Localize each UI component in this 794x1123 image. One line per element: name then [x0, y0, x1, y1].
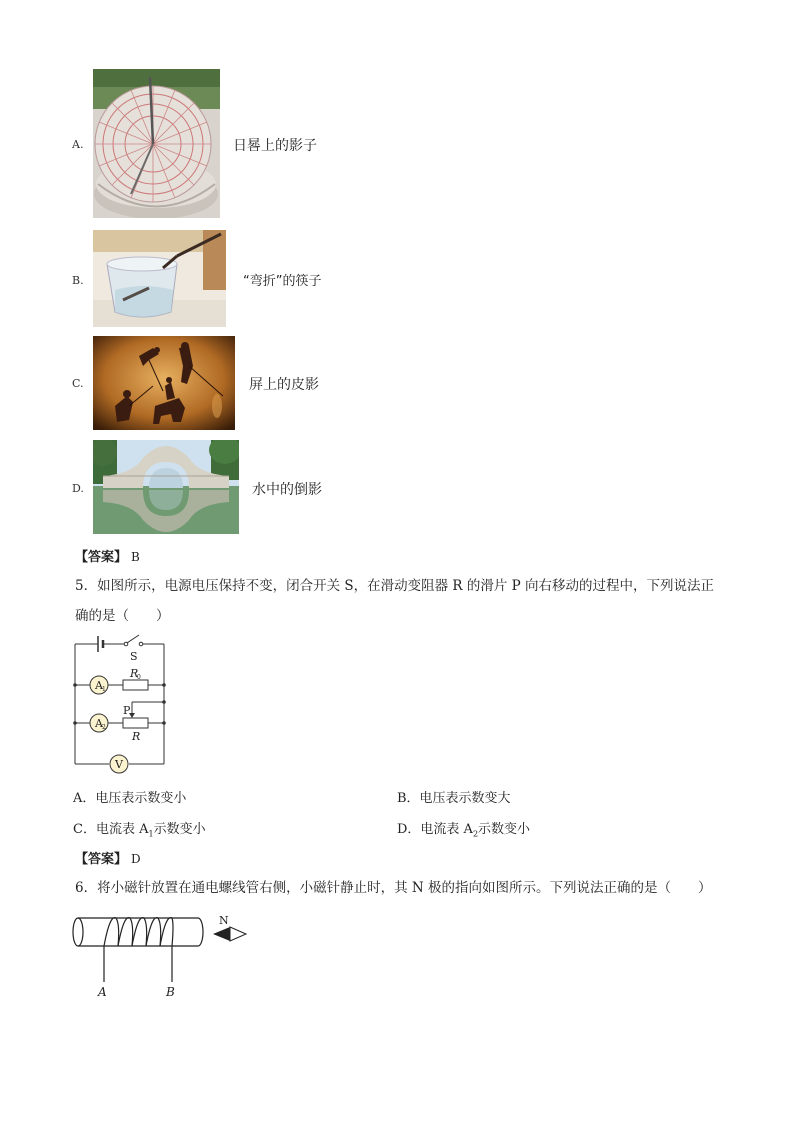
terminal-a-label: A: [98, 985, 107, 999]
q5-stem-line1: 5．如图所示，电源电压保持不变，闭合开关 S，在滑动变阻器 R 的滑片 P 向右移动的过程中，下列说法正: [75, 578, 715, 594]
slider-label: P: [123, 704, 131, 717]
q5-stem-line2: 确的是（ ）: [75, 608, 170, 624]
q5-answer: [75, 848, 141, 867]
option-d-caption: 水中的倒影: [252, 482, 322, 498]
q5-choice-c-prefix: C．电流表 A: [73, 822, 149, 837]
option-b-letter: B.: [72, 274, 84, 287]
q5-choice-d: [397, 818, 530, 839]
q4-answer: [75, 546, 140, 565]
q5-choice-a: A．电压表示数变小: [73, 791, 187, 806]
q4-answer-label: 【答案】: [75, 550, 128, 565]
r0-sub: 0: [137, 674, 141, 681]
circuit-diagram: [66, 632, 176, 778]
q5-choice-c-suffix: 示数变小: [153, 822, 206, 837]
option-d-letter: D.: [72, 482, 84, 495]
q5-choice-c-sub: 1: [148, 829, 154, 839]
voltmeter-label: V: [115, 758, 123, 771]
bent-chopstick-image: [93, 230, 226, 327]
q5-choice-b: B．电压表示数变大: [397, 791, 511, 806]
option-a-caption: 日晷上的影子: [233, 138, 317, 154]
q5-choice-d-prefix: D．电流表 A: [397, 822, 473, 837]
option-a-letter: A.: [72, 138, 84, 151]
ammeter-a2-sub: 2: [102, 724, 106, 731]
ammeter-a1-label: A: [95, 679, 103, 692]
q5-choice-d-suffix: 示数变小: [478, 822, 531, 837]
q4-answer-value: B: [131, 550, 140, 564]
rheostat-label: R: [132, 730, 141, 743]
r0-label: R: [130, 667, 139, 680]
q5-choice-d-sub: 2: [472, 829, 479, 839]
shadow-puppet-image: [93, 336, 235, 430]
q5-answer-label: 【答案】: [75, 852, 128, 867]
ammeter-a1-sub: 1: [102, 686, 106, 693]
ammeter-a2-label: A: [95, 717, 103, 730]
q6-stem: 6．将小磁针放置在通电螺线管右侧，小磁针静止时，其 N 极的指向如图所示。下列说法正确的是（ ）: [75, 880, 712, 896]
needle-n-label: N: [219, 914, 229, 927]
q5-choice-c: [73, 818, 206, 839]
option-c-caption: 屏上的皮影: [249, 377, 319, 393]
solenoid-diagram: [70, 910, 260, 1002]
bridge-reflection-image: [93, 440, 239, 534]
terminal-b-label: B: [166, 985, 175, 999]
option-b-caption: “弯折”的筷子: [243, 274, 322, 289]
sundial-image: [93, 69, 220, 218]
q5-answer-value: D: [131, 852, 141, 866]
option-c-letter: C.: [72, 377, 84, 390]
switch-label: S: [130, 650, 138, 663]
